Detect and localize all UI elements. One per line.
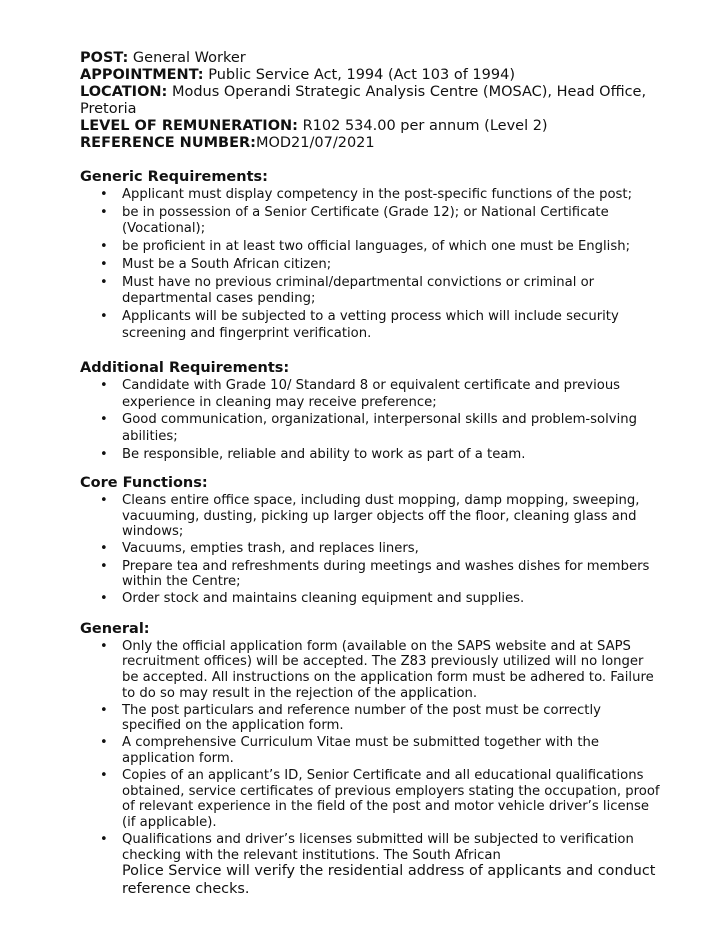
list-item: • Copies of an applicant’s ID, Senior Certificate and all educational qualifications obtained, service certificates of previous employers stating the occupation, proof of relevant experience in the field of the post and motor vehicle driver’s license (if applicable). <box>100 768 660 830</box>
bullet-icon: • <box>100 412 108 428</box>
list-item: • Applicant must display competency in the post-specific functions of the post; <box>100 187 633 202</box>
list-item: • Prepare tea and refreshments during meetings and washes dishes for members within the Centre; <box>100 558 650 590</box>
list-item: • Applicants will be subjected to a vetting process which will include security screening and fingerprint verification. <box>100 309 619 341</box>
bullet-icon: • <box>100 239 108 255</box>
list-item: • Vacuums, empties trash, and replaces liners, <box>100 541 419 557</box>
list-item: • The post particulars and reference number of the post must be correctly specified on the application form. <box>100 702 601 734</box>
general-list <box>80 639 660 899</box>
bullet-icon: • <box>100 541 108 557</box>
general-section <box>80 621 660 899</box>
general-title: General: <box>80 620 150 637</box>
bullet-icon: • <box>100 257 108 273</box>
bullet-icon: • <box>100 591 108 607</box>
bullet-icon: • <box>100 768 108 784</box>
bullet-icon: • <box>100 446 108 462</box>
list-item: • Must have no previous criminal/departmental convictions or criminal or departmental cases pending; <box>100 275 595 307</box>
post-field <box>80 50 660 67</box>
list-item: • Must be a South African citizen; <box>100 257 332 273</box>
list-item: • be in possession of a Senior Certificate (Grade 12); or National Certificate (Vocational); <box>100 204 609 237</box>
list-item: • Be responsible, reliable and ability to work as part of a team. <box>100 446 526 462</box>
appointment-value: Public Service Act, 1994 (Act 103 of 1994) <box>208 67 515 83</box>
list-item: • Cleans entire office space, including dust mopping, damp mopping, sweeping, vacuuming, dusting, picking up larger objects off the floor, cleaning glass and windows; <box>100 493 640 540</box>
additional-requirements-title: Additional Requirements: <box>80 360 290 377</box>
bullet-icon: • <box>100 204 108 220</box>
location-field <box>80 84 660 118</box>
location-value: Modus Operandi Strategic Analysis Centre (MOSAC), Head Office, Pretoria <box>80 84 647 117</box>
bullet-icon: • <box>100 378 108 394</box>
remuneration-value: R102 534.00 per annum (Level 2) <box>302 118 548 134</box>
bullet-icon: • <box>100 638 108 654</box>
bullet-icon: • <box>100 187 108 202</box>
bullet-icon: • <box>100 831 108 847</box>
post-value: General Worker <box>132 50 246 66</box>
additional-requirements-list <box>80 378 660 463</box>
list-item: • Only the official application form (available on the SAPS website and at SAPS recruitment offices) will be accepted. The Z83 previously utilized will no longer be accepted. All instructions on the application form must be adhered to. Failure to do so may result in the rejection of the application. <box>100 638 654 701</box>
list-item: • A comprehensive Curriculum Vitae must be submitted together with the application form. <box>100 735 599 766</box>
list-item: • be proficient in at least two official languages, of which one must be English; <box>100 239 631 255</box>
core-functions-section <box>80 475 660 607</box>
additional-requirements-section <box>80 360 660 463</box>
bullet-icon: • <box>100 309 108 325</box>
reference-field <box>80 135 660 152</box>
list-item: • Good communication, organizational, interpersonal skills and problem-solving abilities; <box>100 412 637 444</box>
appointment-label: APPOINTMENT: <box>80 67 204 83</box>
closing-text: Police Service will verify the residential address of applicants and conduct reference checks. <box>122 863 656 897</box>
generic-requirements-title: Generic Requirements: <box>80 169 268 185</box>
core-functions-title: Core Functions: <box>80 475 208 492</box>
reference-label: REFERENCE NUMBER: <box>80 135 256 151</box>
remuneration-field <box>80 118 660 135</box>
location-label: LOCATION: <box>80 84 168 100</box>
list-item: • Qualifications and driver’s licenses submitted will be subjected to verification checking with the relevant institutions. The South African Police Service will verify the residential address of applicants and conduct reference checks. <box>100 831 656 897</box>
bullet-icon: • <box>100 558 108 574</box>
advert-content <box>80 50 660 900</box>
reference-value: MOD21/07/2021 <box>255 135 375 151</box>
list-item: • Order stock and maintains cleaning equipment and supplies. <box>100 591 525 607</box>
core-functions-list <box>80 493 660 607</box>
remuneration-label: LEVEL OF REMUNERATION: <box>80 118 298 134</box>
generic-requirements-list <box>80 187 660 342</box>
list-item: • Candidate with Grade 10/ Standard 8 or equivalent certificate and previous experience in cleaning may receive preference; <box>100 378 621 410</box>
bullet-icon: • <box>100 275 108 291</box>
bullet-icon: • <box>100 493 108 509</box>
bullet-icon: • <box>100 735 108 751</box>
post-label: POST: <box>80 50 129 66</box>
generic-requirements-section <box>80 169 660 342</box>
bullet-icon: • <box>100 702 108 718</box>
appointment-field <box>80 67 660 84</box>
